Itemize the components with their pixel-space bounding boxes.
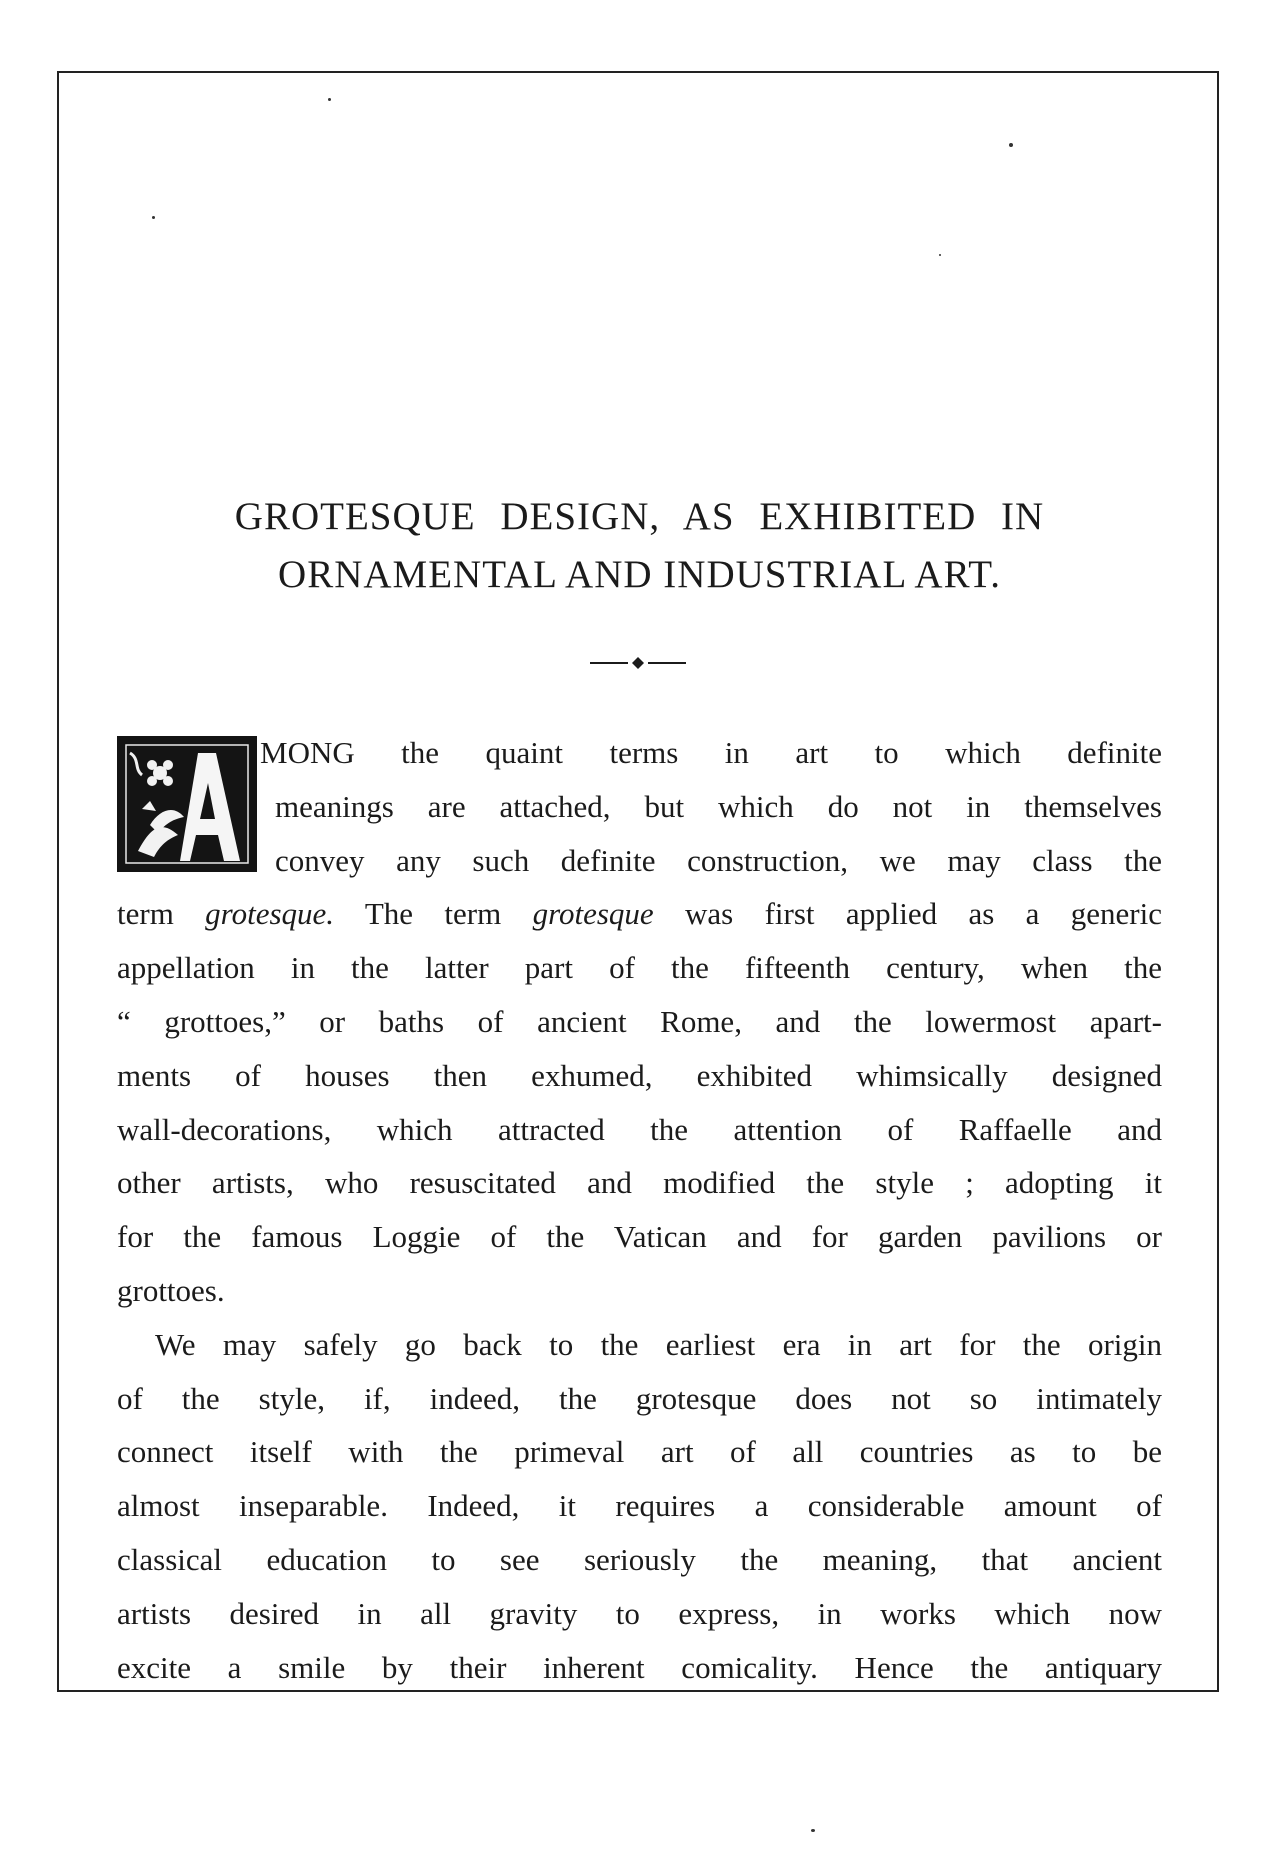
- line-4-text-c: was first applied as a generic: [653, 896, 1163, 932]
- paragraph-1-line-10: for the famous Loggie of the Vatican and for garden pavilions or: [117, 1219, 1162, 1255]
- ink-speck: [152, 216, 155, 219]
- paragraph-2-line-1: We may safely go back to the earliest era in art for the origin: [155, 1326, 1162, 1362]
- paragraph-1-line-4: [117, 887, 1162, 941]
- paragraph-1: [117, 726, 1162, 1318]
- term-grotesque-italic: grotesque: [532, 896, 654, 932]
- section-ornament: [588, 655, 688, 671]
- chapter-title-line-1: GROTESQUE DESIGN, AS EXHIBITED IN: [234, 495, 1045, 538]
- paragraph-2-line-2: of the style, if, indeed, the grotesque does not so intimately: [117, 1380, 1162, 1416]
- term-grotesque-italic: grotesque.: [205, 896, 335, 932]
- paragraph-2: [117, 1318, 1162, 1695]
- body-text: [117, 726, 1162, 1694]
- paragraph-1-line-9: other artists, who resuscitated and modified the style ; adopting it: [117, 1165, 1162, 1201]
- paragraph-1-line-6: “ grottoes,” or baths of ancient Rome, and the lowermost apart-: [117, 1003, 1162, 1039]
- paragraph-1-line-8: wall-decorations, which attracted the attention of Raffaelle and: [117, 1111, 1162, 1147]
- line-4-text-a: term: [117, 896, 206, 932]
- paragraph-1-line-1: MONG the quaint terms in art to which definite: [260, 735, 1162, 770]
- paragraph-1-line-11: grottoes.: [117, 1272, 225, 1308]
- paragraph-2-line-4: almost inseparable. Indeed, it requires a considerable amount of: [117, 1488, 1162, 1524]
- paragraph-2-line-6: artists desired in all gravity to express, in works which now: [117, 1595, 1162, 1631]
- paragraph-1-line-5: appellation in the latter part of the fifteenth century, when the: [117, 950, 1162, 986]
- ink-speck: [811, 1829, 815, 1832]
- ink-speck: [939, 254, 941, 256]
- paragraph-2-line-5: classical education to see seriously the meaning, that ancient: [117, 1541, 1162, 1577]
- line-4-text-b: The term: [334, 896, 533, 932]
- paragraph-2-line-7: excite a smile by their inherent comicality. Hence the antiquary: [117, 1649, 1162, 1685]
- chapter-title: [117, 488, 1162, 604]
- paragraph-1-line-3: convey any such definite construction, we may class the: [275, 842, 1162, 878]
- paragraph-2-line-3: connect itself with the primeval art of all countries as to be: [117, 1434, 1162, 1470]
- decorated-drop-cap: [117, 736, 257, 872]
- paragraph-1-line-7: ments of houses then exhumed, exhibited whimsically designed: [117, 1057, 1162, 1093]
- chapter-title-line-2: ORNAMENTAL AND INDUSTRIAL ART.: [278, 553, 1001, 596]
- ink-speck: [328, 98, 331, 101]
- ink-speck: [1009, 143, 1013, 147]
- paragraph-1-line-2: meanings are attached, but which do not in themselves: [275, 788, 1162, 824]
